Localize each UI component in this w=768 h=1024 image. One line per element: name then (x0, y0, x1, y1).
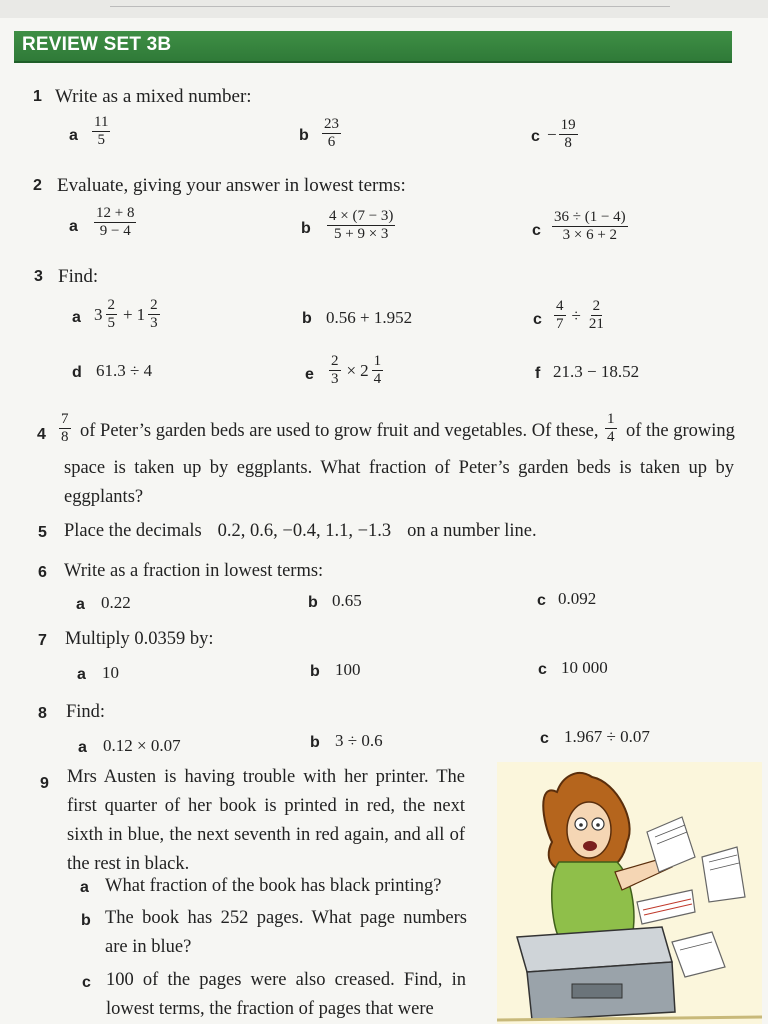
question-6-number: 6 (38, 564, 47, 581)
q7-c-label: c (538, 661, 547, 678)
woman-at-printer-illustration (497, 762, 762, 1024)
q9-b-text: The book has 252 pages. What page numbers are in blue? (105, 908, 467, 957)
page-top-rule (110, 6, 670, 7)
q9-a-text: What fraction of the book has black printing? (105, 876, 442, 896)
q3-c-label: c (533, 311, 542, 328)
page-title: REVIEW SET 3B (22, 34, 172, 55)
q4-fraction-one-quarter: $\frac{1}{4}$ (607, 411, 615, 445)
q6-b-label: b (308, 594, 318, 611)
question-8-number: 8 (38, 705, 47, 722)
q6-a-label: a (76, 596, 85, 613)
q6-a-expression: 0.22 (101, 593, 131, 612)
q2-a-expression: $\frac{12 + 8}{9 - 4}$ (96, 205, 135, 239)
q2-c-label: c (532, 222, 541, 239)
q3-b-label: b (302, 310, 312, 327)
q3-d-expression: 61.3 ÷ 4 (96, 361, 153, 380)
q8-a-label: a (78, 739, 87, 756)
question-9-text: Mrs Austen is having trouble with her printer. The first quarter of her book is printed in red, the next sixth in blue, the next seventh in red again, and all of the rest in black. (67, 767, 465, 874)
review-set-banner (14, 31, 732, 63)
question-5-number: 5 (38, 524, 47, 541)
q3-a-label: a (72, 309, 81, 326)
q3-e-label: e (305, 366, 314, 383)
question-4-text-line1-end: of the growing (626, 421, 735, 441)
question-7-number: 7 (38, 632, 47, 649)
question-7-text: Multiply 0.0359 by: (65, 629, 214, 649)
q4-fraction-seven-eighths: $\frac{7}{8}$ (61, 411, 69, 445)
q8-b-label: b (310, 734, 320, 751)
q3-c-expression: $\frac{4}{7}$ ÷ $\frac{2}{21}$ (556, 298, 604, 332)
question-3-number: 3 (34, 268, 43, 285)
q8-b-expression: 3 ÷ 0.6 (335, 731, 383, 750)
q8-c-expression: 1.967 ÷ 0.07 (564, 727, 650, 746)
q1-b-label: b (299, 127, 309, 144)
question-4-text-rest: space is taken up by eggplants. What fraction of Peter’s garden beds is taken up by eggplants? (64, 458, 734, 507)
question-5-text: Place the decimals 0.2, 0.6, −0.4, 1.1, −1.3 on a number line. (64, 521, 537, 541)
question-3-text: Find: (58, 266, 99, 287)
q8-c-label: c (540, 730, 549, 747)
q1-c-expression: − $\frac{19}{8}$ (547, 117, 576, 151)
q1-a-label: a (69, 127, 78, 144)
q3-b-expression: 0.56 + 1.952 (326, 308, 413, 327)
q9-b-label: b (81, 912, 91, 929)
q5-decimal-values: 0.2, 0.6, −0.4, 1.1, −1.3 (217, 521, 392, 541)
question-4-text-line1: of Peter’s garden beds are used to grow fruit and vegetables. Of these, (80, 421, 599, 441)
q9-a-label: a (80, 879, 89, 896)
q7-b-label: b (310, 663, 320, 680)
question-6-text: Write as a fraction in lowest terms: (64, 561, 324, 581)
q2-c-expression: $\frac{36 \div (1 - 4)}{3 \times 6 + 2}$ (554, 209, 626, 243)
q3-f-label: f (535, 365, 541, 382)
question-8-text: Find: (66, 702, 106, 722)
q9-c-text: 100 of the pages were also creased. Find, in lowest terms, the fraction of pages that were (106, 970, 466, 1019)
q6-b-expression: 0.65 (332, 591, 362, 610)
q1-a-expression: $\frac{11}{5}$ (94, 114, 109, 148)
q7-a-label: a (77, 666, 86, 683)
q7-c-expression: 10 000 (561, 658, 608, 677)
q8-a-expression: 0.12 × 0.07 (103, 736, 181, 755)
q3-a-expression: 3 $\frac{2}{5}$ + 1 $\frac{2}{3}$ (94, 297, 158, 331)
q3-d-label: d (72, 364, 82, 381)
q3-e-expression: $\frac{2}{3}$ × 2 $\frac{1}{4}$ (331, 353, 382, 387)
q7-b-expression: 100 (335, 660, 361, 679)
question-9-number: 9 (40, 775, 49, 792)
question-4-number: 4 (37, 426, 46, 443)
q1-c-label: c (531, 128, 540, 145)
q6-c-expression: 0.092 (558, 589, 597, 608)
q2-b-expression: $\frac{4 \times (7 - 3)}{5 + 9 \times 3}$ (329, 208, 394, 242)
q6-c-label: c (537, 592, 546, 609)
q2-a-label: a (69, 218, 78, 235)
q3-f-expression: 21.3 − 18.52 (553, 362, 640, 381)
q7-a-expression: 10 (102, 663, 119, 682)
question-2-text: Evaluate, giving your answer in lowest terms: (57, 175, 406, 196)
q1-b-expression: $\frac{23}{6}$ (324, 116, 339, 150)
q9-c-label: c (82, 974, 91, 991)
question-1-number: 1 (33, 88, 42, 105)
q2-b-label: b (301, 220, 311, 237)
question-1-text: Write as a mixed number: (55, 86, 252, 107)
question-2-number: 2 (33, 177, 42, 194)
